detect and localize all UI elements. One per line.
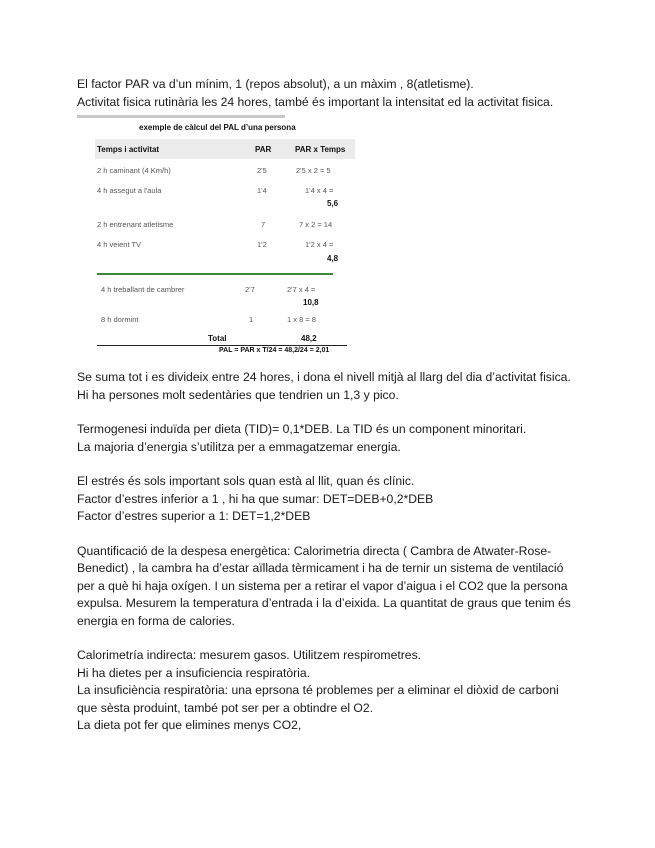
table-row-par: 1'2 — [257, 240, 267, 249]
paragraph-stress: El estrés és sols important sols quan està al llit, quan és clínic. — [77, 474, 415, 488]
paragraph-indirect-calorimetry: Calorimetría indirecta: mesurem gasos. Utilitzem respirometres. — [77, 648, 422, 662]
header-par-x-time: PAR x Temps — [295, 145, 346, 154]
pal-formula: PAL = PAR x T/24 = 48,2/24 = 2,01 — [219, 347, 330, 354]
table-caption: exemple de càlcul del PAL d’una persona — [139, 123, 296, 132]
table-row-activity: 4 h assegut a l'aula — [97, 186, 162, 195]
table-row-calc: 7 x 2 = 14 — [299, 220, 333, 229]
table-row-activity: 4 h treballant de cambrer — [101, 285, 185, 294]
table-row-calc: 1 x 8 = 8 — [287, 315, 316, 324]
header-par: PAR — [255, 145, 272, 154]
pal-table-figure — [77, 115, 362, 355]
table-row-par: 1'4 — [257, 186, 267, 195]
paragraph-par-factor: El factor PAR va d’un mínim, 1 (repos absolut), a un màxim , 8(atletisme). — [77, 77, 474, 91]
table-row-result: 4,8 — [327, 254, 339, 263]
table-row-par: 2'7 — [245, 285, 255, 294]
table-row-calc: 2'7 x 4 = — [287, 285, 316, 294]
table-row-result: 10,8 — [303, 298, 319, 307]
paragraph-activity: Activitat fisica rutinària les 24 hores, també és important la intensitat ed la activitat fisica. — [77, 94, 554, 109]
figure-top-rule — [77, 115, 285, 118]
table-row-activity: 4 h veient TV — [97, 240, 142, 249]
table-row-activity: 2 h entrenant atletisme — [97, 220, 174, 229]
table-row-activity: 8 h dormint — [101, 315, 139, 324]
paragraph-sedentary: Hi ha persones molt sedentàries que tendrien un 1,3 y pico. — [77, 387, 399, 402]
table-row-par: 2'5 — [257, 166, 267, 175]
table-bottom-rule — [97, 345, 347, 346]
green-separator-line — [97, 273, 333, 275]
paragraph-direct-calorimetry: Quantificació de la despesa energètica: Calorimetria directa ( Cambra de Atwater-Rose-Benedict) , la cambra ha d’estar aïllada tèrmicament i ha de ternir un sistema de ventilació per a què hi haja oxígen. I un sistema per a retirar el vapor d’aigua i el CO2 que la persona expulsa. Mesurem la temperatura d’entrada i la d’eixida. La quantitat de graus que tenim és energia en forma de calories. — [77, 543, 571, 628]
paragraph-stress-low: Factor d’estres inferior a 1 , hi ha que sumar: DET=DEB+0,2*DEB — [77, 491, 434, 506]
table-row-calc: 2'5 x 2 = 5 — [296, 166, 331, 175]
total-label: Total — [208, 334, 227, 343]
table-row-activity: 2 h caminant (4 Km/h) — [97, 166, 171, 175]
table-row-result: 5,6 — [327, 199, 339, 208]
total-value: 48,2 — [301, 334, 317, 343]
paragraph-respiratory-insufficiency: La insuficiència respiratòria: una eprsona té problemes per a eliminar el diòxid de carboni que sèsta produint, també pot ser per a obtindre el O2. — [77, 683, 559, 715]
table-row-par: 1 — [249, 315, 254, 324]
table-row-calc: 1'2 x 4 = — [305, 240, 334, 249]
document-page — [77, 76, 577, 735]
paragraph-storage: La majoria d’energia s’utilitza per a emmagatzemar energia. — [77, 439, 401, 454]
table-row-calc: 1'4 x 4 = — [305, 186, 334, 195]
paragraph-tid: Termogenesi induïda per dieta (TID)= 0,1*DEB. La TID és un component minoritari. — [77, 422, 527, 436]
header-activity: Temps i activitat — [97, 145, 160, 154]
paragraph-stress-high: Factor d’estres superior a 1: DET=1,2*DEB — [77, 509, 311, 523]
table-row-par: 7 — [261, 220, 266, 229]
paragraph-diets: Hi ha dietes per a insuficiencia respiratòria. — [77, 665, 311, 680]
paragraph-co2: La dieta pot fer que elimines menys CO2, — [77, 718, 302, 732]
paragraph-sum: Se suma tot i es divideix entre 24 hores, i dona el nivell mitjà al llarg del dia d’activitat fisica. — [77, 370, 571, 384]
